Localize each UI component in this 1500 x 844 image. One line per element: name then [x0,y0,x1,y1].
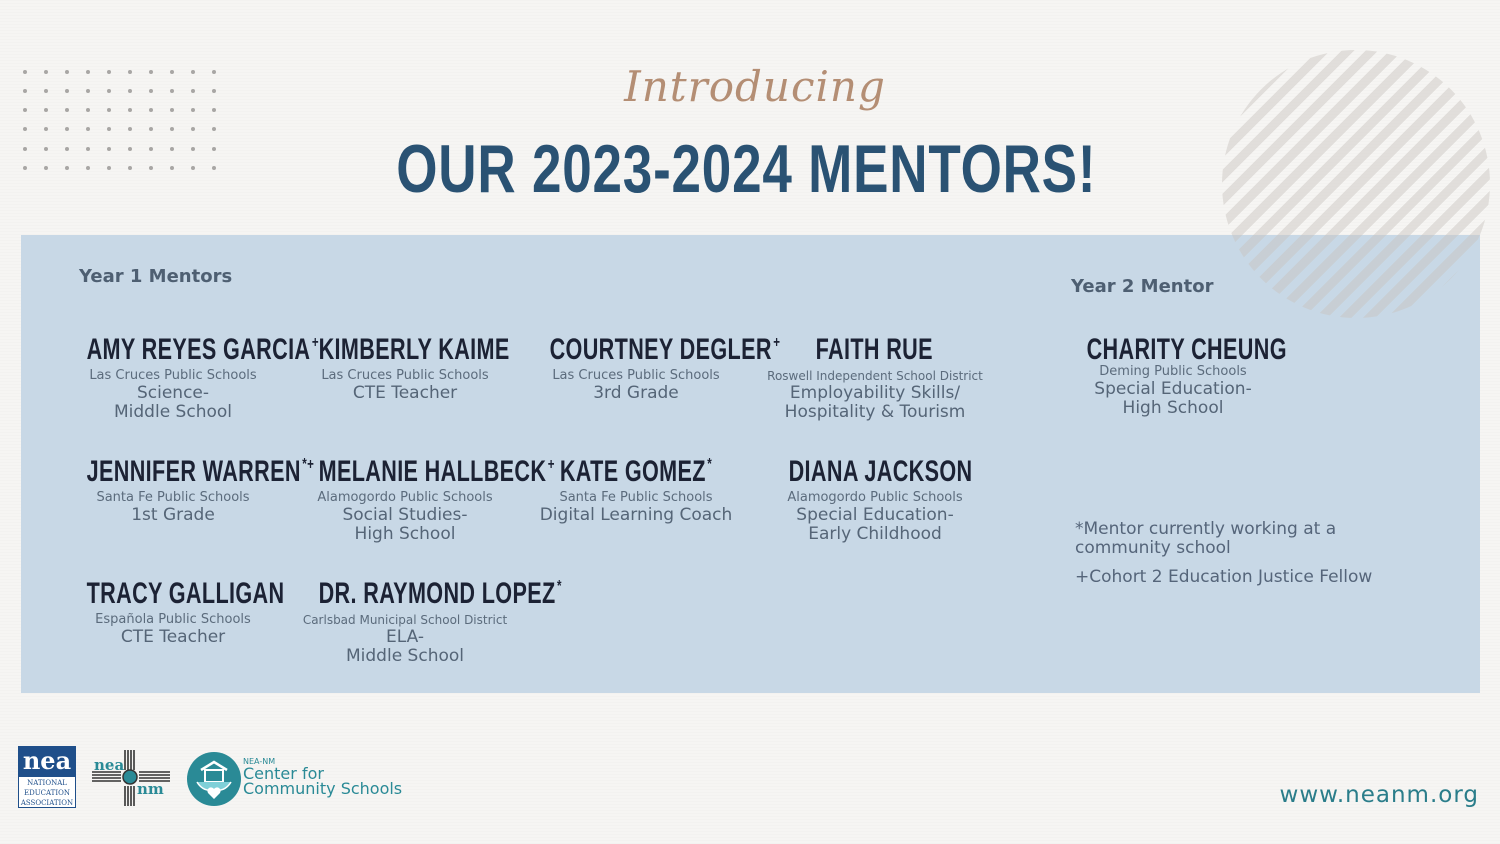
mentor-name: KATE GOMEZ* [559,455,713,488]
mentor-name: KIMBERLY KAIME [318,333,510,366]
mentor-card [1053,326,1293,418]
mentor-name: FAITH RUE [815,333,933,366]
mentor-role: CTE Teacher [120,627,226,647]
mentor-role: Special Education- [796,505,954,525]
mentor-role: Digital Learning Coach [539,505,733,525]
mentor-name: COURTNEY DEGLER+ [549,333,781,366]
legend-asterisk: *Mentor currently working at a community school [1075,519,1337,558]
mentor-card [53,448,315,525]
intro-script-text: Introducing [624,62,886,111]
mentor-name: JENNIFER WARREN*+ [86,455,315,488]
mentor-district: Deming Public Schools [1099,364,1247,379]
mentor-name: AMY REYES GARCIA+ [86,333,319,366]
mentor-district: Roswell Independent School District [767,369,983,383]
mentor-role: 1st Grade [131,505,215,525]
mentor-district: Alamogordo Public Schools [317,490,493,505]
mentor-role: Social Studies- [342,505,468,525]
mentor-role: CTE Teacher [352,383,458,403]
legend [1075,520,1435,587]
mentor-district: Las Cruces Public Schools [89,368,257,383]
year1-heading: Year 1 Mentors [79,266,233,287]
mentor-role: High School [1122,398,1224,418]
website-link[interactable]: www.neanm.org [1279,782,1479,808]
mentor-role: Employability Skills/ [789,383,961,403]
mentor-role: ELA- [386,627,424,647]
mentor-district: Las Cruces Public Schools [321,368,489,383]
mentor-role: High School [354,524,456,544]
mentor-card [285,570,562,666]
mentor-role: Early Childhood [808,524,942,544]
year2-heading: Year 2 Mentor [1071,276,1214,297]
mentor-district: Alamogordo Public Schools [787,490,963,505]
mentor-name: CHARITY CHEUNG [1086,333,1287,366]
mentor-card [516,448,756,525]
mentor-role: Middle School [114,402,232,422]
mentor-name: MELANIE HALLBECK+ [318,455,555,488]
mentor-card [285,448,555,544]
mentor-role: 3rd Grade [593,383,679,403]
mentor-card [516,326,781,403]
mentor-district: Santa Fe Public Schools [559,490,713,505]
mentor-card [755,448,995,544]
mentor-district: Santa Fe Public Schools [96,490,250,505]
mentor-district: Las Cruces Public Schools [552,368,720,383]
mentor-card [53,570,293,647]
mentor-name: DR. RAYMOND LOPEZ* [318,577,562,610]
mentor-district: Española Public Schools [95,612,251,627]
community-school-icon [187,752,241,806]
nea-nm-logo: nea nm [92,750,170,806]
mentor-role: Middle School [346,646,464,666]
mentor-name: TRACY GALLIGAN [86,577,285,610]
mentor-role: Hospitality & Tourism [784,402,966,422]
nea-logo: nea NATIONAL EDUCATION ASSOCIATION [18,746,76,808]
mentor-card [53,326,319,422]
legend-plus: +Cohort 2 Education Justice Fellow [1075,567,1373,587]
page-title: OUR 2023-2024 MENTORS! [396,131,1097,207]
mentor-name: DIANA JACKSON [788,455,973,488]
center-for-community-schools-logo: NEA-NM Center for Community Schools [187,752,417,808]
mentor-role: Special Education- [1094,379,1252,399]
mentor-card [285,326,525,403]
mentor-role: Science- [136,383,210,403]
mentor-card [755,326,995,422]
mentor-district: Carlsbad Municipal School District [302,613,508,627]
